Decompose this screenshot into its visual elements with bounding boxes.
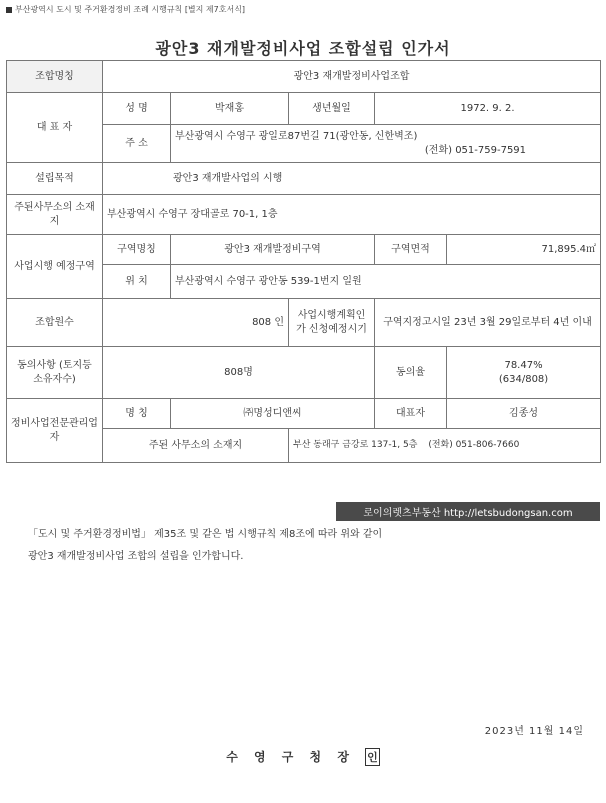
manager-office-cell xyxy=(289,429,601,463)
rep-phone-value: (전화) 051-759-7591 xyxy=(424,144,527,156)
members-row xyxy=(7,299,601,347)
consent-rate-cell xyxy=(447,347,601,399)
zone-name-label: 구역명칭 xyxy=(103,235,171,265)
manager-office-value: 부산 동래구 금강로 137-1, 5층 xyxy=(293,440,418,451)
manager-office-label: 주된 사무소의 소재지 xyxy=(103,429,289,463)
office-row xyxy=(7,195,601,235)
manager-ceo-value: 김종성 xyxy=(447,399,601,429)
office-label: 주된사무소의 소재지 xyxy=(7,195,103,235)
signer-name: 수 영 구 청 장 xyxy=(226,750,355,764)
plan-timing-label: 사업시행계획인가 신청예정시기 xyxy=(289,299,375,347)
manager-phone-value: (전화) 051-806-7660 xyxy=(428,440,520,451)
approval-line-1: 「도시 및 주거환경정비법」 제35조 및 같은 법 시행규칙 제8조에 따라 위와 같이 xyxy=(28,529,383,540)
zone-area-value: 71,895.4㎡ xyxy=(447,235,601,265)
rep-address-cell xyxy=(171,125,601,163)
rep-name-label: 성 명 xyxy=(103,93,171,125)
zone-row-1 xyxy=(7,235,601,265)
square-bullet-icon xyxy=(6,7,12,13)
rep-address-label: 주 소 xyxy=(103,125,171,163)
consent-owners: 808명 xyxy=(103,347,375,399)
rep-birth-label: 생년월일 xyxy=(289,93,375,125)
manager-name-value: ㈜명성디앤씨 xyxy=(171,399,375,429)
consent-label: 동의사항 (토지등 소유자수) xyxy=(7,347,103,399)
zone-area-label: 구역면적 xyxy=(375,235,447,265)
zone-name-value: 광안3 재개발정비구역 xyxy=(171,235,375,265)
approval-line-2: 광안3 재개발정비사업 조합의 설립을 인가합니다. xyxy=(28,551,244,562)
members-label: 조합원수 xyxy=(7,299,103,347)
plan-timing-value: 구역지정고시일 23년 3월 29일로부터 4년 이내 xyxy=(375,299,601,347)
representative-row-1 xyxy=(7,93,601,125)
purpose-label: 설립목적 xyxy=(7,163,103,195)
representative-label: 대 표 자 xyxy=(7,93,103,163)
rep-name-value: 박재홍 xyxy=(171,93,289,125)
manager-row-1 xyxy=(7,399,601,429)
consent-rate-label: 동의율 xyxy=(375,347,447,399)
official-seal-icon: 인 xyxy=(365,748,380,766)
consent-rate-detail: (634/808) xyxy=(498,373,549,385)
manager-ceo-label: 대표자 xyxy=(375,399,447,429)
purpose-value: 광안3 재개발사업의 시행 xyxy=(103,163,601,195)
zone-location-label: 위 치 xyxy=(103,265,171,299)
office-value: 부산광역시 수영구 장대골로 70-1, 1층 xyxy=(103,195,601,235)
consent-rate-value: 78.47% xyxy=(504,360,543,371)
rep-birth-value: 1972. 9. 2. xyxy=(375,93,601,125)
manager-label: 정비사업전문관리업자 xyxy=(7,399,103,463)
document-title: 광안3 재개발정비사업 조합설립 인가서 xyxy=(155,39,451,58)
watermark-banner: 로이의렛츠부동산 http://letsbudongsan.com xyxy=(336,502,600,521)
signer-block xyxy=(0,748,606,766)
consent-row xyxy=(7,347,601,399)
union-name-row xyxy=(7,61,601,93)
zone-location-value: 부산광역시 수영구 광안동 539-1번지 일원 xyxy=(171,265,601,299)
form-header-note xyxy=(6,4,245,15)
members-count: 808 인 xyxy=(103,299,289,347)
header-note-text: 부산광역시 도시 및 주거환경정비 조례 시행규칙 [별지 제7호서식] xyxy=(15,5,246,14)
approval-date: 2023년 11월 14일 xyxy=(484,726,584,737)
manager-name-label: 명 칭 xyxy=(103,399,171,429)
union-name-label: 조합명칭 xyxy=(7,61,103,93)
union-name-value: 광안3 재개발정비사업조합 xyxy=(103,61,601,93)
application-form-table xyxy=(6,60,601,463)
zone-label: 사업시행 예정구역 xyxy=(7,235,103,299)
approval-statement xyxy=(28,524,588,568)
rep-address-value: 부산광역시 수영구 광일로87번길 71(광안동, 신한벽조) xyxy=(175,131,418,142)
purpose-row xyxy=(7,163,601,195)
